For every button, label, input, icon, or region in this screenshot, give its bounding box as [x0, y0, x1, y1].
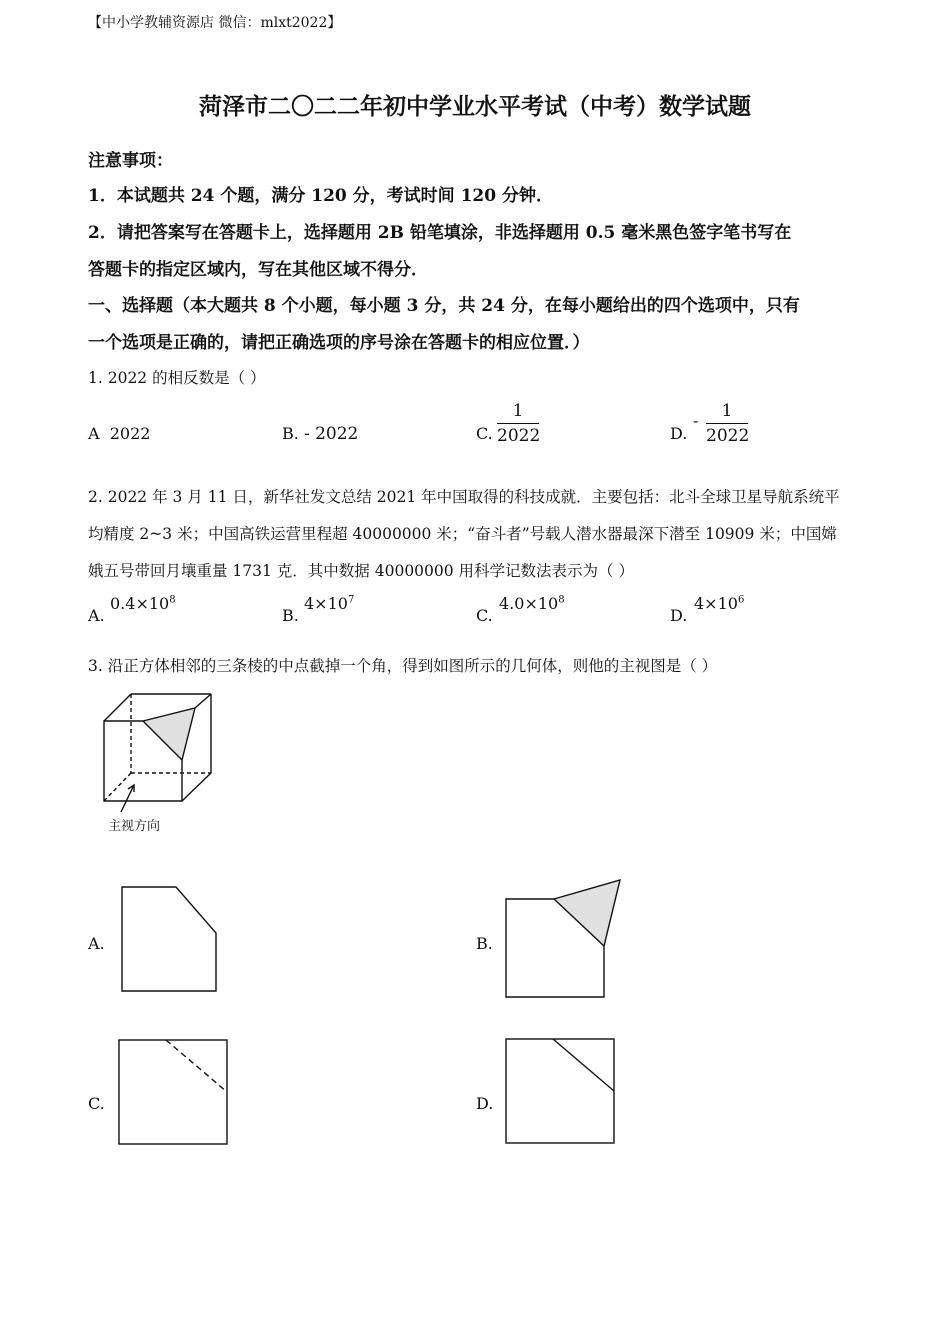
q3-option-d-label: D.: [476, 1094, 494, 1113]
q1-option-c-denominator: 2022: [497, 426, 541, 446]
q2-option-d-label: D.: [670, 606, 688, 625]
q2-option-b-value: $4\times 10^7$: [304, 594, 355, 613]
notice-heading: 注意事项：: [88, 151, 173, 171]
q2-option-d-value: $4\times 10^6$: [694, 594, 745, 613]
q2-option-c-label: C.: [476, 606, 493, 625]
question-2-line-3: 娥五号带回月壤重量 1731 克．其中数据 40000000 用科学记数法表示为（ ）: [88, 562, 634, 580]
q1-option-a-label: A: [88, 424, 100, 443]
question-2-line-2: 均精度 2~3 米；中国高铁运营里程超 40000000 米；“奋斗者”号载人潜水器最深下潜至 10909 米；中国嫦: [88, 525, 837, 543]
q1-option-d-sign: -: [693, 411, 699, 430]
notice-item-2-line-1: 2．请把答案写在答题卡上，选择题用 2B 铅笔填涂，非选择题用 0.5 毫米黑色签字笔书写在: [88, 223, 792, 243]
notice-item-2-line-2: 答题卡的指定区域内，写在其他区域不得分．: [88, 260, 428, 280]
q1-option-d-denominator: 2022: [706, 426, 750, 446]
q3-option-b-label: B.: [476, 934, 493, 953]
q2-option-a-value: $0.4\times 10^8$: [110, 594, 176, 613]
q3-option-a-label: A.: [88, 934, 105, 953]
q1-option-b-label: B.: [282, 424, 299, 443]
q1-option-c-label: C.: [476, 424, 493, 443]
q1-option-a-value: 2022: [109, 424, 151, 443]
q1-option-d-label: D.: [670, 424, 688, 443]
header-note: 【中小学教辅资源店 微信：mlxt2022】: [88, 15, 342, 31]
section-heading-line-2: 一个选项是正确的，请把正确选项的序号涂在答题卡的相应位置．）: [88, 333, 590, 353]
q3-view-direction-label: 主视方向: [108, 819, 161, 834]
q3-option-c-label: C.: [88, 1094, 105, 1113]
question-1-stem: 1. 2022 的相反数是（ ）: [88, 369, 266, 387]
q1-option-d-numerator: 1: [721, 401, 733, 421]
q1-option-b-value: - 2022: [303, 424, 359, 444]
q2-option-c-value: $4.0\times 10^8$: [499, 594, 565, 613]
q1-option-c-numerator: 1: [512, 401, 524, 421]
q2-option-b-label: B.: [282, 606, 299, 625]
q2-option-a-label: A.: [88, 606, 105, 625]
question-3-stem: 3. 沿正方体相邻的三条棱的中点截掉一个角，得到如图所示的几何体，则他的主视图是（ ）: [88, 657, 718, 675]
section-heading-line-1: 一、选择题（本大题共 8 个小题，每小题 3 分，共 24 分，在每小题给出的四个选项中，只有: [88, 296, 800, 316]
question-2-line-1: 2. 2022 年 3 月 11 日，新华社发文总结 2021 年中国取得的科技成就．主要包括：北斗全球卫星导航系统平: [88, 488, 840, 506]
page-title: 菏泽市二〇二二年初中学业水平考试（中考）数学试题: [199, 93, 751, 120]
notice-item-1: 1．本试题共 24 个题，满分 120 分，考试时间 120 分钟．: [88, 186, 553, 206]
